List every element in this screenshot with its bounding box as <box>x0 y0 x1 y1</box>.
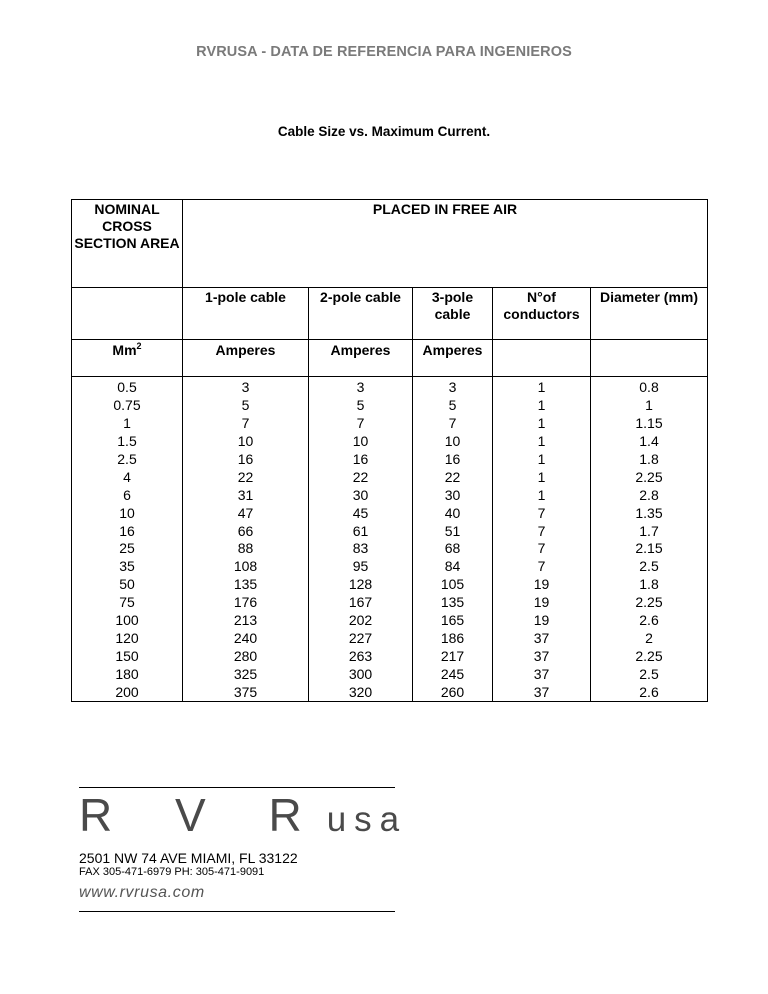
cell-conductors: 1 <box>493 433 591 451</box>
cell-cross-section: 120 <box>72 629 183 647</box>
table-row <box>72 665 708 683</box>
cell-3-pole-amps: 217 <box>413 647 493 665</box>
table-header-row <box>72 200 708 288</box>
cell-diameter: 2.25 <box>591 647 708 665</box>
document-title: Cable Size vs. Maximum Current. <box>277 124 491 139</box>
column-header-diameter: Diameter (mm) <box>591 288 708 340</box>
cell-conductors: 7 <box>493 504 591 522</box>
cell-1-pole-amps: 16 <box>183 451 309 469</box>
table-row <box>72 504 708 522</box>
cable-size-table <box>71 199 708 702</box>
website-link[interactable]: www.rvrusa.com <box>79 884 205 901</box>
cell-2-pole-amps: 167 <box>309 594 413 612</box>
cell-2-pole-amps: 30 <box>309 486 413 504</box>
cell-3-pole-amps: 84 <box>413 558 493 576</box>
table-row <box>72 433 708 451</box>
table-row <box>72 377 708 397</box>
cell-conductors: 1 <box>493 397 591 415</box>
cell-1-pole-amps: 135 <box>183 576 309 594</box>
table-row <box>72 647 708 665</box>
cell-diameter: 0.8 <box>591 377 708 397</box>
cell-diameter: 1.8 <box>591 451 708 469</box>
cell-conductors: 7 <box>493 522 591 540</box>
unit-mm-superscript: 2 <box>136 341 142 351</box>
cell-1-pole-amps: 176 <box>183 594 309 612</box>
cell-conductors: 1 <box>493 451 591 469</box>
logo-usa: usa <box>326 800 408 839</box>
page-header: RVRUSA - DATA DE REFERENCIA PARA INGENIEROS <box>196 44 572 60</box>
cell-2-pole-amps: 61 <box>309 522 413 540</box>
cell-3-pole-amps: 5 <box>413 397 493 415</box>
cell-diameter: 1 <box>591 397 708 415</box>
cell-diameter: 2.25 <box>591 468 708 486</box>
cell-conductors: 19 <box>493 576 591 594</box>
cell-cross-section: 0.5 <box>72 377 183 397</box>
cell-1-pole-amps: 375 <box>183 683 309 701</box>
cell-cross-section: 50 <box>72 576 183 594</box>
cell-cross-section: 2.5 <box>72 451 183 469</box>
units-row <box>72 340 708 377</box>
cell-2-pole-amps: 300 <box>309 665 413 683</box>
cell-3-pole-amps: 16 <box>413 451 493 469</box>
cell-3-pole-amps: 10 <box>413 433 493 451</box>
cell-3-pole-amps: 22 <box>413 468 493 486</box>
cell-cross-section: 100 <box>72 612 183 630</box>
cell-cross-section: 35 <box>72 558 183 576</box>
cell-cross-section: 1 <box>72 415 183 433</box>
cell-diameter: 2.15 <box>591 540 708 558</box>
table-row <box>72 612 708 630</box>
cell-cross-section: 4 <box>72 468 183 486</box>
cell-diameter: 2.6 <box>591 683 708 701</box>
cell-1-pole-amps: 108 <box>183 558 309 576</box>
nominal-header: NOMINAL CROSS SECTION AREA <box>72 200 183 288</box>
cell-3-pole-amps: 30 <box>413 486 493 504</box>
fax-phone: FAX 305-471-6979 PH: 305-471-9091 <box>79 866 265 878</box>
column-header-blank <box>72 288 183 340</box>
cell-1-pole-amps: 240 <box>183 629 309 647</box>
cell-cross-section: 150 <box>72 647 183 665</box>
cell-diameter: 2.5 <box>591 665 708 683</box>
unit-amperes-3: Amperes <box>413 340 493 377</box>
cell-diameter: 2 <box>591 629 708 647</box>
cell-cross-section: 200 <box>72 683 183 701</box>
company-address: 2501 NW 74 AVE MIAMI, FL 33122 <box>79 850 298 866</box>
cell-2-pole-amps: 5 <box>309 397 413 415</box>
cell-diameter: 1.7 <box>591 522 708 540</box>
cell-1-pole-amps: 5 <box>183 397 309 415</box>
cell-conductors: 7 <box>493 540 591 558</box>
cell-diameter: 1.35 <box>591 504 708 522</box>
cell-3-pole-amps: 245 <box>413 665 493 683</box>
cell-conductors: 37 <box>493 629 591 647</box>
cell-2-pole-amps: 227 <box>309 629 413 647</box>
cell-conductors: 37 <box>493 683 591 701</box>
cell-2-pole-amps: 3 <box>309 377 413 397</box>
cell-conductors: 7 <box>493 558 591 576</box>
cell-1-pole-amps: 47 <box>183 504 309 522</box>
column-header-conductors: N°of conductors <box>493 288 591 340</box>
cell-2-pole-amps: 320 <box>309 683 413 701</box>
cell-conductors: 37 <box>493 665 591 683</box>
cell-diameter: 2.25 <box>591 594 708 612</box>
placed-in-free-air-header: PLACED IN FREE AIR <box>183 200 708 288</box>
cell-1-pole-amps: 66 <box>183 522 309 540</box>
table-row <box>72 522 708 540</box>
cell-2-pole-amps: 45 <box>309 504 413 522</box>
table-row <box>72 629 708 647</box>
cell-3-pole-amps: 105 <box>413 576 493 594</box>
cell-3-pole-amps: 135 <box>413 594 493 612</box>
cell-conductors: 37 <box>493 647 591 665</box>
table-row <box>72 576 708 594</box>
table-row <box>72 468 708 486</box>
footer-rule-bottom <box>79 911 395 912</box>
cell-3-pole-amps: 186 <box>413 629 493 647</box>
cell-1-pole-amps: 325 <box>183 665 309 683</box>
unit-blank-1 <box>493 340 591 377</box>
cell-conductors: 1 <box>493 377 591 397</box>
cell-3-pole-amps: 3 <box>413 377 493 397</box>
cell-1-pole-amps: 22 <box>183 468 309 486</box>
column-header-1-pole: 1-pole cable <box>183 288 309 340</box>
cell-cross-section: 16 <box>72 522 183 540</box>
cell-2-pole-amps: 263 <box>309 647 413 665</box>
cell-3-pole-amps: 40 <box>413 504 493 522</box>
cell-diameter: 2.8 <box>591 486 708 504</box>
cell-2-pole-amps: 202 <box>309 612 413 630</box>
cell-2-pole-amps: 16 <box>309 451 413 469</box>
cell-2-pole-amps: 95 <box>309 558 413 576</box>
table-row <box>72 558 708 576</box>
cell-2-pole-amps: 7 <box>309 415 413 433</box>
table-row <box>72 486 708 504</box>
cell-1-pole-amps: 3 <box>183 377 309 397</box>
cell-1-pole-amps: 280 <box>183 647 309 665</box>
cell-1-pole-amps: 88 <box>183 540 309 558</box>
unit-amperes-2: Amperes <box>309 340 413 377</box>
cell-2-pole-amps: 83 <box>309 540 413 558</box>
unit-mm2 <box>72 340 183 377</box>
table-row <box>72 540 708 558</box>
cell-1-pole-amps: 7 <box>183 415 309 433</box>
column-header-row <box>72 288 708 340</box>
rvr-usa-logo <box>79 788 409 841</box>
cell-diameter: 1.15 <box>591 415 708 433</box>
table-row <box>72 594 708 612</box>
cell-cross-section: 25 <box>72 540 183 558</box>
cell-1-pole-amps: 10 <box>183 433 309 451</box>
unit-blank-2 <box>591 340 708 377</box>
logo-rvr: R V R <box>79 789 327 841</box>
table-row <box>72 683 708 701</box>
cell-cross-section: 1.5 <box>72 433 183 451</box>
cell-cross-section: 75 <box>72 594 183 612</box>
cell-3-pole-amps: 68 <box>413 540 493 558</box>
table-row <box>72 415 708 433</box>
cell-diameter: 1.4 <box>591 433 708 451</box>
cell-diameter: 2.6 <box>591 612 708 630</box>
cell-conductors: 1 <box>493 486 591 504</box>
cell-1-pole-amps: 31 <box>183 486 309 504</box>
cell-diameter: 2.5 <box>591 558 708 576</box>
cell-3-pole-amps: 260 <box>413 683 493 701</box>
cell-3-pole-amps: 51 <box>413 522 493 540</box>
cell-2-pole-amps: 22 <box>309 468 413 486</box>
cell-3-pole-amps: 165 <box>413 612 493 630</box>
unit-mm-label: Mm <box>112 342 137 358</box>
column-header-2-pole: 2-pole cable <box>309 288 413 340</box>
cell-conductors: 1 <box>493 415 591 433</box>
cell-conductors: 1 <box>493 468 591 486</box>
cell-cross-section: 10 <box>72 504 183 522</box>
column-header-3-pole: 3-pole cable <box>413 288 493 340</box>
cell-conductors: 19 <box>493 612 591 630</box>
table-row <box>72 397 708 415</box>
cell-2-pole-amps: 10 <box>309 433 413 451</box>
cell-3-pole-amps: 7 <box>413 415 493 433</box>
cell-cross-section: 6 <box>72 486 183 504</box>
cell-conductors: 19 <box>493 594 591 612</box>
cell-diameter: 1.8 <box>591 576 708 594</box>
unit-amperes-1: Amperes <box>183 340 309 377</box>
table-row <box>72 451 708 469</box>
cell-1-pole-amps: 213 <box>183 612 309 630</box>
cell-cross-section: 180 <box>72 665 183 683</box>
cell-2-pole-amps: 128 <box>309 576 413 594</box>
cell-cross-section: 0.75 <box>72 397 183 415</box>
